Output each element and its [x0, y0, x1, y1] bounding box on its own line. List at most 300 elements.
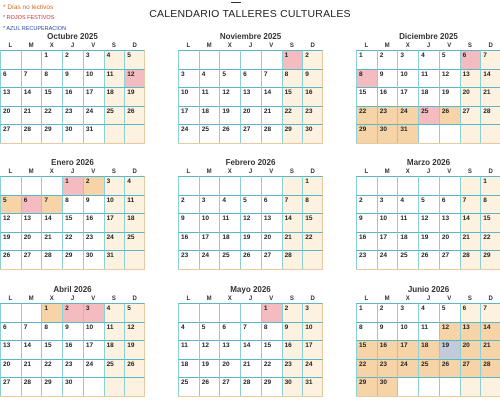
day-cell[interactable]: 28: [240, 377, 261, 396]
day-cell[interactable]: 17: [397, 87, 418, 106]
day-cell[interactable]: 19: [219, 106, 240, 125]
day-cell[interactable]: 7: [282, 195, 303, 214]
day-cell[interactable]: 1: [282, 50, 303, 69]
day-cell[interactable]: 3: [199, 195, 220, 214]
day-cell[interactable]: 9: [282, 322, 303, 341]
day-cell[interactable]: 22: [261, 359, 282, 378]
day-cell[interactable]: 22: [356, 106, 377, 125]
empty-cell: [240, 303, 261, 322]
day-cell[interactable]: 25: [418, 106, 439, 125]
day-cell[interactable]: 23: [282, 359, 303, 378]
day-cell[interactable]: 30: [377, 377, 398, 396]
day-cell[interactable]: 24: [397, 106, 418, 125]
day-cell[interactable]: 1: [261, 303, 282, 322]
day-cell[interactable]: 19: [439, 87, 460, 106]
day-cell[interactable]: 10: [83, 322, 104, 341]
day-cell[interactable]: 4: [104, 50, 125, 69]
day-cell[interactable]: 20: [439, 232, 460, 251]
day-cell[interactable]: 26: [219, 124, 240, 143]
grid-bottom-line: [0, 396, 145, 397]
day-cell[interactable]: 24: [302, 359, 323, 378]
day-cell[interactable]: 10: [104, 195, 125, 214]
day-cell[interactable]: 3: [104, 176, 125, 195]
day-cell[interactable]: 13: [439, 213, 460, 232]
day-cell[interactable]: 23: [62, 106, 83, 125]
day-cell[interactable]: 30: [302, 124, 323, 143]
day-cell[interactable]: 21: [21, 359, 42, 378]
day-cell[interactable]: 7: [41, 195, 62, 214]
day-cell[interactable]: 6: [21, 195, 42, 214]
day-cell[interactable]: 5: [219, 69, 240, 88]
day-cell[interactable]: 14: [41, 213, 62, 232]
day-cell[interactable]: 26: [0, 250, 21, 269]
day-cell[interactable]: 11: [418, 69, 439, 88]
day-cell[interactable]: 11: [397, 213, 418, 232]
day-cell[interactable]: 9: [356, 213, 377, 232]
weekday-label: J: [70, 169, 75, 175]
day-cell[interactable]: 19: [439, 340, 460, 359]
day-cell[interactable]: 19: [0, 232, 21, 251]
day-cell[interactable]: 13: [261, 213, 282, 232]
day-cell[interactable]: 1: [356, 50, 377, 69]
day-cell[interactable]: 13: [240, 87, 261, 106]
day-cell[interactable]: 15: [41, 87, 62, 106]
day-cell[interactable]: 17: [302, 340, 323, 359]
empty-cell: [460, 176, 481, 195]
month-title: Febrero 2026: [225, 158, 276, 167]
day-cell[interactable]: 7: [460, 195, 481, 214]
empty-cell: [439, 176, 460, 195]
day-cell[interactable]: 10: [199, 213, 220, 232]
day-cell[interactable]: 30: [282, 377, 303, 396]
day-cell[interactable]: 29: [62, 250, 83, 269]
day-cell[interactable]: 2: [178, 195, 199, 214]
day-cell[interactable]: 28: [21, 377, 42, 396]
day-cell[interactable]: 26: [124, 359, 145, 378]
day-cell[interactable]: 18: [397, 232, 418, 251]
day-cell[interactable]: 16: [282, 340, 303, 359]
day-cell[interactable]: 12: [0, 213, 21, 232]
day-cell[interactable]: 4: [397, 195, 418, 214]
day-cell[interactable]: 29: [41, 377, 62, 396]
day-cell[interactable]: 21: [41, 232, 62, 251]
day-cell[interactable]: 20: [0, 359, 21, 378]
day-cell[interactable]: 28: [480, 359, 500, 378]
day-cell[interactable]: 17: [199, 232, 220, 251]
day-cell[interactable]: 4: [418, 50, 439, 69]
weekday-label: D: [488, 43, 493, 49]
day-cell[interactable]: 23: [377, 359, 398, 378]
day-cell[interactable]: 6: [219, 322, 240, 341]
day-cell[interactable]: 27: [21, 250, 42, 269]
weekday-label: V: [447, 43, 452, 49]
day-cell[interactable]: 4: [219, 195, 240, 214]
day-cell[interactable]: 17: [83, 340, 104, 359]
day-cell[interactable]: 29: [480, 250, 500, 269]
day-cell[interactable]: 9: [83, 195, 104, 214]
day-cell[interactable]: 9: [178, 213, 199, 232]
day-cell[interactable]: 9: [377, 322, 398, 341]
day-cell[interactable]: 2: [377, 303, 398, 322]
day-cell[interactable]: 8: [41, 322, 62, 341]
day-cell[interactable]: 14: [282, 213, 303, 232]
day-cell[interactable]: 19: [124, 87, 145, 106]
empty-cell: [377, 176, 398, 195]
day-cell[interactable]: 30: [83, 250, 104, 269]
day-cell[interactable]: 25: [199, 124, 220, 143]
day-cell[interactable]: 5: [439, 50, 460, 69]
day-cell[interactable]: 9: [62, 69, 83, 88]
day-cell[interactable]: 2: [62, 50, 83, 69]
day-cell[interactable]: 15: [356, 340, 377, 359]
day-cell[interactable]: 31: [397, 124, 418, 143]
day-cell[interactable]: 17: [178, 106, 199, 125]
day-cell[interactable]: 15: [480, 213, 500, 232]
day-cell[interactable]: 14: [240, 340, 261, 359]
day-cell[interactable]: 20: [460, 87, 481, 106]
day-cell[interactable]: 7: [21, 322, 42, 341]
day-cell[interactable]: 10: [178, 87, 199, 106]
day-cell[interactable]: 24: [199, 250, 220, 269]
day-cell[interactable]: 14: [480, 69, 500, 88]
day-cell[interactable]: 29: [282, 124, 303, 143]
day-cell[interactable]: 23: [83, 232, 104, 251]
empty-cell: [418, 124, 439, 143]
day-cell[interactable]: 18: [178, 359, 199, 378]
day-cell[interactable]: 15: [62, 213, 83, 232]
day-cell[interactable]: 8: [302, 195, 323, 214]
day-cell[interactable]: 8: [62, 195, 83, 214]
day-cell[interactable]: 13: [460, 322, 481, 341]
day-cell[interactable]: 25: [397, 250, 418, 269]
day-cell[interactable]: 15: [282, 87, 303, 106]
day-cell[interactable]: 22: [41, 359, 62, 378]
day-cell[interactable]: 16: [377, 87, 398, 106]
day-cell[interactable]: 25: [104, 359, 125, 378]
day-cell[interactable]: 28: [480, 106, 500, 125]
day-cell[interactable]: 4: [178, 322, 199, 341]
day-cell[interactable]: 7: [480, 50, 500, 69]
day-cell[interactable]: 13: [0, 340, 21, 359]
month-days: [356, 303, 500, 396]
day-cell[interactable]: 13: [21, 213, 42, 232]
day-cell[interactable]: 30: [62, 377, 83, 396]
day-cell[interactable]: 23: [302, 106, 323, 125]
day-cell[interactable]: 1: [62, 176, 83, 195]
day-cell[interactable]: 16: [62, 87, 83, 106]
day-cell[interactable]: 3: [302, 303, 323, 322]
day-cell[interactable]: 1: [41, 50, 62, 69]
day-cell[interactable]: 20: [240, 106, 261, 125]
day-cell[interactable]: 29: [261, 377, 282, 396]
day-cell[interactable]: 18: [199, 106, 220, 125]
day-cell[interactable]: 14: [21, 340, 42, 359]
weekday-label: X: [405, 43, 410, 49]
day-cell[interactable]: 19: [418, 232, 439, 251]
day-cell[interactable]: 2: [302, 50, 323, 69]
day-cell[interactable]: 2: [377, 50, 398, 69]
weekday-label: X: [405, 296, 410, 302]
day-cell[interactable]: 10: [397, 69, 418, 88]
weekday-label: L: [186, 296, 191, 302]
day-cell[interactable]: 8: [282, 69, 303, 88]
weekday-label: X: [49, 296, 54, 302]
day-cell[interactable]: 31: [302, 377, 323, 396]
day-cell[interactable]: 9: [302, 69, 323, 88]
day-cell[interactable]: 17: [377, 232, 398, 251]
day-cell[interactable]: 8: [356, 69, 377, 88]
day-cell[interactable]: 11: [199, 87, 220, 106]
day-cell[interactable]: 11: [104, 69, 125, 88]
empty-cell: [41, 176, 62, 195]
day-cell[interactable]: 13: [219, 340, 240, 359]
day-cell[interactable]: 6: [240, 69, 261, 88]
day-cell[interactable]: 31: [83, 124, 104, 143]
weekday-label: D: [488, 296, 493, 302]
day-cell[interactable]: 26: [439, 106, 460, 125]
day-cell[interactable]: 20: [0, 106, 21, 125]
day-cell[interactable]: 8: [356, 322, 377, 341]
day-cell[interactable]: 4: [418, 303, 439, 322]
day-cell[interactable]: 21: [480, 87, 500, 106]
day-cell[interactable]: 10: [302, 322, 323, 341]
weekday-label: J: [70, 296, 75, 302]
day-cell[interactable]: 8: [261, 322, 282, 341]
day-cell[interactable]: 3: [397, 303, 418, 322]
day-cell[interactable]: 14: [480, 322, 500, 341]
day-cell[interactable]: 15: [302, 213, 323, 232]
day-cell[interactable]: 13: [0, 87, 21, 106]
day-cell[interactable]: 7: [240, 322, 261, 341]
day-cell[interactable]: 16: [377, 340, 398, 359]
day-cell[interactable]: 28: [21, 124, 42, 143]
day-cell[interactable]: 27: [0, 124, 21, 143]
day-cell[interactable]: 11: [418, 322, 439, 341]
day-cell[interactable]: 27: [460, 359, 481, 378]
day-cell[interactable]: 25: [178, 377, 199, 396]
day-cell[interactable]: 28: [460, 250, 481, 269]
day-cell[interactable]: 6: [460, 50, 481, 69]
day-cell[interactable]: 16: [178, 232, 199, 251]
day-cell[interactable]: 27: [219, 377, 240, 396]
day-cell[interactable]: 5: [418, 195, 439, 214]
day-cell[interactable]: 12: [199, 340, 220, 359]
day-cell[interactable]: 26: [418, 250, 439, 269]
day-cell[interactable]: 30: [62, 124, 83, 143]
day-cell[interactable]: 22: [302, 232, 323, 251]
day-cell[interactable]: 15: [356, 87, 377, 106]
day-cell[interactable]: 3: [178, 69, 199, 88]
day-cell[interactable]: 25: [418, 359, 439, 378]
day-cell[interactable]: 14: [261, 87, 282, 106]
day-cell[interactable]: 21: [460, 232, 481, 251]
day-cell[interactable]: 22: [41, 106, 62, 125]
day-cell[interactable]: 28: [261, 124, 282, 143]
day-cell[interactable]: 19: [124, 340, 145, 359]
day-cell[interactable]: 12: [124, 322, 145, 341]
day-cell[interactable]: 30: [377, 124, 398, 143]
day-cell[interactable]: 9: [377, 69, 398, 88]
day-cell[interactable]: 7: [480, 303, 500, 322]
day-cell[interactable]: 11: [124, 195, 145, 214]
day-cell[interactable]: 7: [261, 69, 282, 88]
day-cell[interactable]: 25: [219, 250, 240, 269]
day-cell[interactable]: 14: [460, 213, 481, 232]
day-cell[interactable]: 12: [124, 69, 145, 88]
day-cell[interactable]: 28: [41, 250, 62, 269]
day-cell[interactable]: 17: [83, 87, 104, 106]
day-cell[interactable]: 4: [199, 69, 220, 88]
day-cell[interactable]: 21: [240, 359, 261, 378]
day-cell[interactable]: 15: [261, 340, 282, 359]
day-cell[interactable]: 11: [178, 340, 199, 359]
day-cell[interactable]: 27: [460, 106, 481, 125]
day-cell[interactable]: 1: [480, 176, 500, 195]
day-cell[interactable]: 22: [480, 232, 500, 251]
day-cell[interactable]: 21: [480, 340, 500, 359]
day-cell[interactable]: 26: [439, 359, 460, 378]
day-cell[interactable]: 25: [104, 106, 125, 125]
day-cell[interactable]: 27: [439, 250, 460, 269]
day-cell[interactable]: 5: [199, 322, 220, 341]
empty-cell: [199, 303, 220, 322]
day-cell[interactable]: 26: [240, 250, 261, 269]
day-cell[interactable]: 2: [83, 176, 104, 195]
day-cell[interactable]: 13: [460, 69, 481, 88]
day-cell[interactable]: 18: [124, 213, 145, 232]
day-cell[interactable]: 8: [41, 69, 62, 88]
day-cell[interactable]: 6: [439, 195, 460, 214]
day-cell[interactable]: 5: [0, 195, 21, 214]
day-cell[interactable]: 11: [219, 213, 240, 232]
day-cell[interactable]: 23: [62, 359, 83, 378]
day-cell[interactable]: 7: [21, 69, 42, 88]
day-cell[interactable]: 12: [418, 213, 439, 232]
day-cell[interactable]: 22: [356, 359, 377, 378]
weekday-label: M: [206, 169, 212, 175]
day-cell[interactable]: 24: [397, 359, 418, 378]
day-cell[interactable]: 1: [302, 176, 323, 195]
day-cell[interactable]: 17: [397, 340, 418, 359]
weekday-label: V: [91, 43, 96, 49]
day-cell[interactable]: 24: [104, 232, 125, 251]
day-cell[interactable]: 18: [418, 87, 439, 106]
weekday-label: L: [364, 43, 369, 49]
day-cell[interactable]: 27: [0, 377, 21, 396]
day-cell[interactable]: 10: [83, 69, 104, 88]
day-cell[interactable]: 24: [178, 124, 199, 143]
day-cell[interactable]: 6: [261, 195, 282, 214]
day-cell[interactable]: 16: [356, 232, 377, 251]
day-cell[interactable]: 5: [124, 303, 145, 322]
day-cell[interactable]: 20: [460, 340, 481, 359]
day-cell[interactable]: 18: [104, 87, 125, 106]
day-cell[interactable]: 20: [21, 232, 42, 251]
empty-cell: [0, 50, 21, 69]
day-cell[interactable]: 2: [62, 303, 83, 322]
weekday-label: S: [289, 43, 294, 49]
day-cell[interactable]: 6: [460, 303, 481, 322]
month-title: Mayo 2026: [230, 285, 271, 294]
day-cell[interactable]: 21: [282, 232, 303, 251]
day-cell[interactable]: 18: [418, 340, 439, 359]
day-cell[interactable]: 5: [240, 195, 261, 214]
day-cell[interactable]: 2: [356, 195, 377, 214]
day-cell[interactable]: 22: [282, 106, 303, 125]
weekday-label: X: [227, 43, 232, 49]
day-cell[interactable]: 3: [377, 195, 398, 214]
day-cell[interactable]: 23: [377, 106, 398, 125]
day-cell[interactable]: 20: [219, 359, 240, 378]
day-cell[interactable]: 27: [261, 250, 282, 269]
weekday-label: L: [8, 43, 13, 49]
day-cell[interactable]: 24: [83, 106, 104, 125]
day-cell[interactable]: 16: [62, 340, 83, 359]
day-cell[interactable]: 12: [439, 322, 460, 341]
day-cell[interactable]: 3: [83, 303, 104, 322]
day-cell[interactable]: 8: [480, 195, 500, 214]
day-cell[interactable]: 14: [21, 87, 42, 106]
day-cell[interactable]: 9: [62, 322, 83, 341]
day-cell[interactable]: 6: [0, 69, 21, 88]
day-cell[interactable]: 16: [83, 213, 104, 232]
day-cell[interactable]: 10: [397, 322, 418, 341]
weekday-label: S: [467, 169, 472, 175]
day-cell[interactable]: 6: [0, 322, 21, 341]
day-cell[interactable]: 29: [356, 124, 377, 143]
day-cell[interactable]: 21: [261, 106, 282, 125]
day-cell[interactable]: 29: [41, 124, 62, 143]
day-cell[interactable]: 5: [124, 50, 145, 69]
day-cell[interactable]: 25: [124, 232, 145, 251]
day-cell[interactable]: 31: [104, 250, 125, 269]
day-cell[interactable]: 18: [104, 340, 125, 359]
day-cell[interactable]: 18: [219, 232, 240, 251]
day-cell[interactable]: 26: [199, 377, 220, 396]
day-cell[interactable]: 1: [356, 303, 377, 322]
day-cell[interactable]: 11: [104, 322, 125, 341]
day-cell[interactable]: 20: [261, 232, 282, 251]
day-cell[interactable]: 29: [356, 377, 377, 396]
day-cell[interactable]: 16: [302, 87, 323, 106]
day-cell[interactable]: 27: [240, 124, 261, 143]
day-cell[interactable]: 26: [124, 106, 145, 125]
day-cell[interactable]: 15: [41, 340, 62, 359]
day-cell[interactable]: 12: [240, 213, 261, 232]
day-cell[interactable]: 4: [104, 303, 125, 322]
day-cell[interactable]: 10: [377, 213, 398, 232]
day-cell[interactable]: 19: [199, 359, 220, 378]
day-cell[interactable]: 23: [356, 250, 377, 269]
day-cell[interactable]: 3: [397, 50, 418, 69]
day-cell[interactable]: 24: [377, 250, 398, 269]
day-cell[interactable]: 3: [83, 50, 104, 69]
day-cell[interactable]: 12: [219, 87, 240, 106]
day-cell[interactable]: 12: [439, 69, 460, 88]
day-cell[interactable]: 28: [282, 250, 303, 269]
day-cell[interactable]: 21: [21, 106, 42, 125]
day-cell[interactable]: 23: [178, 250, 199, 269]
day-cell[interactable]: 17: [104, 213, 125, 232]
day-cell[interactable]: 4: [124, 176, 145, 195]
day-cell[interactable]: 19: [240, 232, 261, 251]
day-cell[interactable]: 24: [83, 359, 104, 378]
day-cell[interactable]: 1: [41, 303, 62, 322]
day-cell[interactable]: 5: [439, 303, 460, 322]
day-cell[interactable]: 2: [282, 303, 303, 322]
day-cell[interactable]: 22: [62, 232, 83, 251]
weekday-label: V: [447, 169, 452, 175]
